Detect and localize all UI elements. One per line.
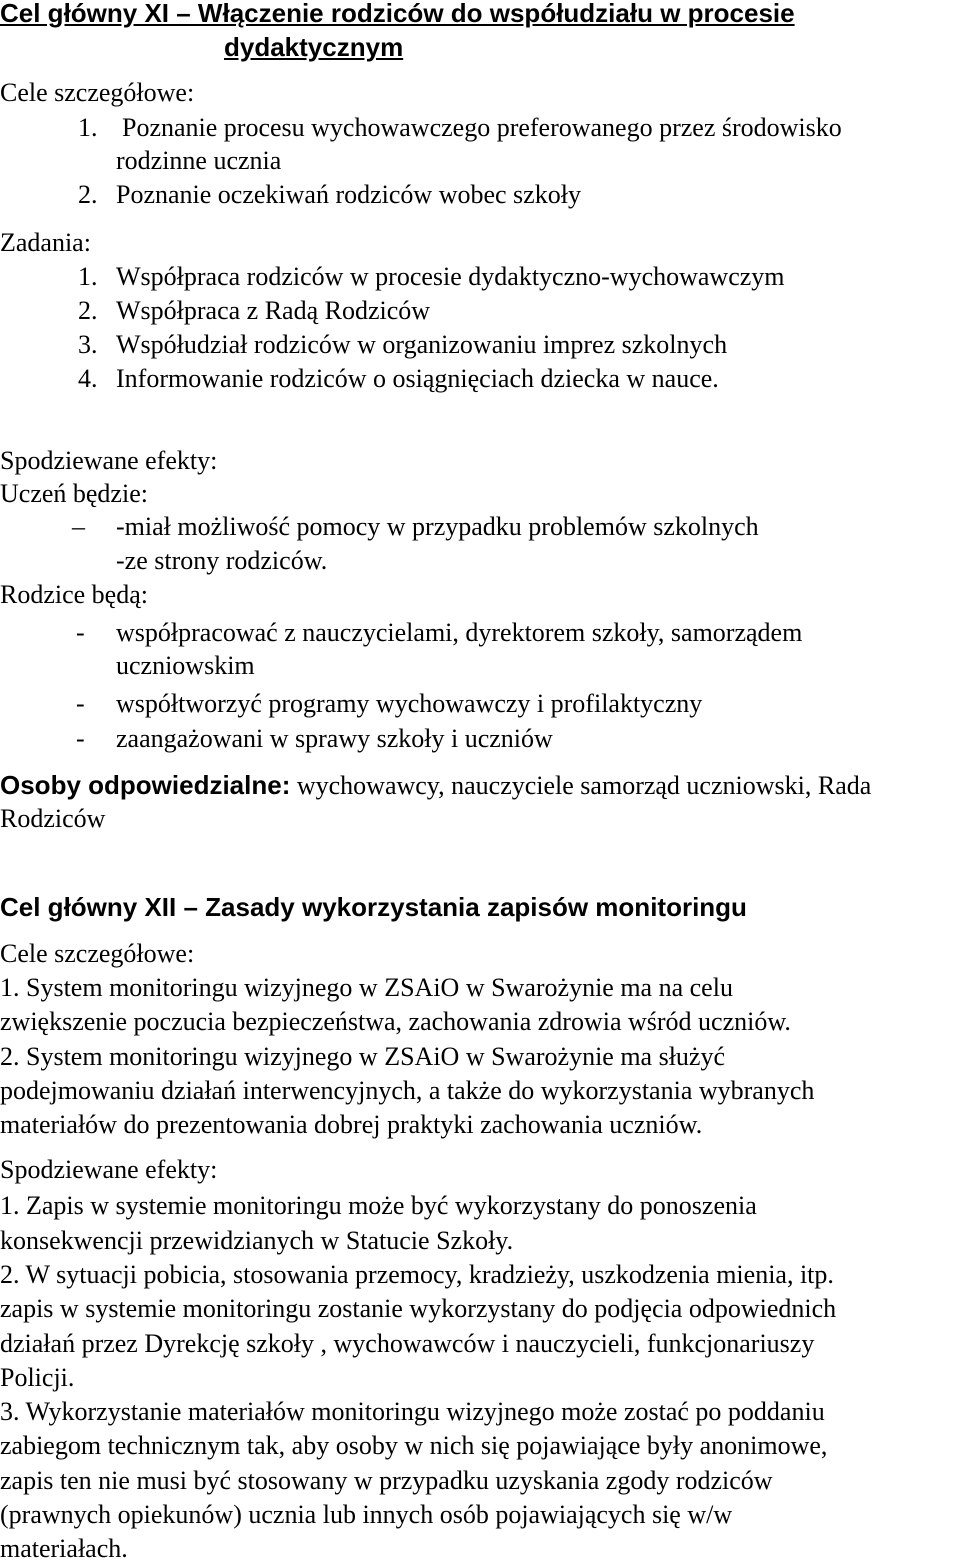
effect-text-cont: zapis ten nie musi być stosowany w przypadku uzyskania zgody rodziców [0, 1466, 773, 1495]
student-text: -miał możliwość pomocy w przypadku problemów szkolnych [116, 512, 759, 541]
goal-text: Poznanie oczekiwań rodziców wobec szkoły [116, 180, 581, 209]
parents-bullet: - [76, 689, 85, 718]
task-number: 2. [78, 296, 98, 325]
effect-text-cont: zapis w systemie monitoringu zostanie wykorzystany do podjęcia odpowiednich [0, 1294, 837, 1323]
parents-item: współpracować z nauczycielami, dyrektorem szkoły, samorządem [116, 618, 803, 647]
goal-text-cont: rodzinne ucznia [116, 146, 282, 175]
task-text: Informowanie rodziców o osiągnięciach dziecka w nauce. [116, 364, 719, 393]
section12-goals-label: Cele szczegółowe: [0, 939, 195, 968]
effect-number: 3. [0, 1397, 20, 1426]
section12-effect-2 [0, 1258, 834, 1292]
effect-text-cont: działań przez Dyrekcję szkoły , wychowawców i nauczycieli, funkcjonariuszy [0, 1329, 815, 1358]
parents-item-cont: uczniowskim [116, 651, 255, 680]
effect-text-cont: konsekwencji przewidzianych w Statucie Szkoły. [0, 1226, 514, 1255]
section11-title-line1: Cel główny XI – Włączenie rodziców do współudziału w procesie [0, 0, 795, 28]
parents-item: zaangażowani w sprawy szkoły i uczniów [116, 724, 553, 753]
goal-text: System monitoringu wizyjnego w ZSAiO w Swarożynie ma na celu [19, 973, 733, 1002]
responsible-text-cont: Rodziców [0, 804, 106, 833]
effect-text-cont: materiałach. [0, 1534, 128, 1563]
section12-effect-3 [0, 1395, 825, 1429]
responsible-text: wychowawcy, nauczyciele samorząd uczniowski, Rada [290, 771, 872, 800]
task-number: 3. [78, 330, 98, 359]
parents-label: Rodzice będą: [0, 580, 148, 609]
student-bullet: – [72, 512, 85, 541]
task-number: 4. [78, 364, 98, 393]
effect-text-cont: Policji. [0, 1363, 75, 1392]
goal-number: 2. [0, 1042, 20, 1071]
effect-text: W sytuacji pobicia, stosowania przemocy, kradzieży, uszkodzenia mienia, itp. [19, 1260, 834, 1289]
effect-text: Zapis w systemie monitoringu może być wykorzystany do ponoszenia [19, 1191, 757, 1220]
section12-goal-2 [0, 1040, 725, 1074]
effect-number: 1. [0, 1191, 20, 1220]
goal-number: 1. [0, 973, 20, 1002]
student-text-cont: -ze strony rodziców. [116, 546, 328, 575]
task-number: 1. [78, 262, 98, 291]
section12-goal-1 [0, 971, 733, 1005]
section12-effects-label: Spodziewane efekty: [0, 1155, 218, 1184]
goal-text: Poznanie procesu wychowawczego preferowanego przez środowisko [122, 113, 842, 142]
section11-effects-label: Spodziewane efekty: [0, 446, 218, 475]
student-label: Uczeń będzie: [0, 479, 148, 508]
responsible-line [0, 768, 871, 803]
effect-number: 2. [0, 1260, 20, 1289]
section12-title: Cel główny XII – Zasady wykorzystania zapisów monitoringu [0, 892, 747, 922]
section11-tasks-label: Zadania: [0, 228, 91, 257]
responsible-label: Osoby odpowiedzialne: [0, 770, 291, 800]
parents-bullet: - [76, 724, 85, 753]
goal-text-cont: zwiększenie poczucia bezpieczeństwa, zachowania zdrowia wśród uczniów. [0, 1007, 791, 1036]
section12-effect-1 [0, 1189, 757, 1223]
goal-number: 1. [78, 113, 98, 142]
task-text: Współpraca rodziców w procesie dydaktyczno-wychowawczym [116, 262, 785, 291]
parents-item: współtworzyć programy wychowawczy i profilaktyczny [116, 689, 703, 718]
goal-text: System monitoringu wizyjnego w ZSAiO w Swarożynie ma służyć [19, 1042, 726, 1071]
goal-text-cont: podejmowaniu działań interwencyjnych, a także do wykorzystania wybranych [0, 1076, 815, 1105]
parents-bullet: - [76, 618, 85, 647]
section11-title-line2: dydaktycznym [224, 32, 404, 62]
section11-goals-label: Cele szczegółowe: [0, 78, 195, 107]
task-text: Współpraca z Radą Rodziców [116, 296, 431, 325]
effect-text: Wykorzystanie materiałów monitoringu wizyjnego może zostać po poddaniu [19, 1397, 825, 1426]
effect-text-cont: (prawnych opiekunów) ucznia lub innych osób pojawiających się w/w [0, 1500, 733, 1529]
task-text: Współudział rodziców w organizowaniu imprez szkolnych [116, 330, 728, 359]
effect-text-cont: zabiegom technicznym tak, aby osoby w nich się pojawiające były anonimowe, [0, 1431, 828, 1460]
goal-number: 2. [78, 180, 98, 209]
goal-text-cont: materiałów do prezentowania dobrej praktyki zachowania uczniów. [0, 1110, 703, 1139]
